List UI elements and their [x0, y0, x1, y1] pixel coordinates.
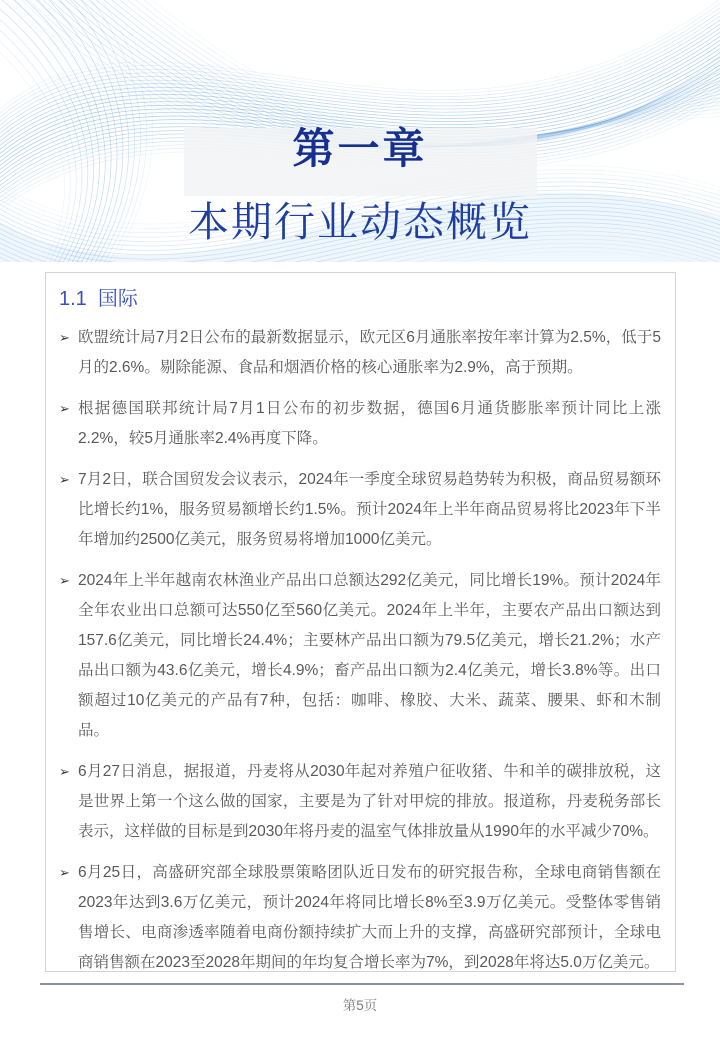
bullet-item — [59, 394, 661, 454]
bullet-arrow-icon: ➢ — [59, 330, 70, 345]
bullet-item — [59, 858, 661, 972]
section-heading: 1.1 国际 — [59, 288, 138, 310]
chapter-title: 第一章 — [292, 125, 428, 172]
bullet-text: 欧盟统计局7月2日公布的最新数据显示，欧元区6月通胀率按年率计算为2.5%，低于5月的2.6%。剔除能源、食品和烟酒价格的核心通胀率为2.9%，高于预期。 — [78, 329, 661, 376]
content-box — [45, 272, 676, 972]
bullet-arrow-icon: ➢ — [59, 472, 70, 487]
bullet-item — [59, 323, 661, 383]
footer-divider — [40, 983, 684, 985]
bullet-arrow-icon: ➢ — [59, 764, 70, 779]
bullet-arrow-icon: ➢ — [59, 865, 70, 880]
bullet-arrow-icon: ➢ — [59, 401, 70, 416]
bullet-item — [59, 465, 661, 555]
bullet-arrow-icon: ➢ — [59, 573, 70, 588]
bullet-text: 根据德国联邦统计局7月1日公布的初步数据，德国6月通货膨胀率预计同比上涨2.2%，较5月通胀率2.4%再度下降。 — [78, 400, 661, 447]
bullet-text: 6月25日，高盛研究部全球股票策略团队近日发布的研究报告称，全球电商销售额在2023年达到3.6万亿美元，预计2024年将同比增长8%至3.9万亿美元。受整体零售销售增长、电商渗透率随着电商份额持续扩大而上升的支撑，高盛研究部预计，全球电商销售额在2023至2028年期间的年均复合增长率为7%，到2028年将达5.0万亿美元。 — [78, 864, 661, 971]
bullet-text: 7月2日，联合国贸发会议表示，2024年一季度全球贸易趋势转为积极，商品贸易额环比增长约1%，服务贸易额增长约1.5%。预计2024年上半年商品贸易将比2023年下半年增加约2500亿美元，服务贸易将增加1000亿美元。 — [78, 471, 661, 548]
bullet-item — [59, 757, 661, 847]
page-number: 第5页 — [342, 998, 378, 1013]
bullet-text: 6月27日消息，据报道，丹麦将从2030年起对养殖户征收猪、牛和羊的碳排放税，这是世界上第一个这么做的国家，主要是为了针对甲烷的排放。报道称，丹麦税务部长表示，这样做的目标是到2030年将丹麦的温室气体排放量从1990年的水平减少70%。 — [78, 763, 661, 840]
bullet-list — [59, 323, 661, 972]
bullet-item — [59, 566, 661, 746]
header-wave-banner — [0, 0, 720, 262]
bullet-text: 2024年上半年越南农林渔业产品出口总额达292亿美元，同比增长19%。预计2024年全年农业出口总额可达550亿至560亿美元。2024年上半年，主要农产品出口额达到157.6亿美元，同比增长24.4%；主要林产品出口额为79.5亿美元，增长21.2%；水产品出口额为43.6亿美元，增长4.9%；畜产品出口额为2.4亿美元，增长3.8%等。出口额超过10亿美元的产品有7种，包括：咖啡、橡胶、大米、蔬菜、腰果、虾和木制品。 — [78, 572, 661, 739]
chapter-subtitle: 本期行业动态概览 — [188, 199, 532, 245]
